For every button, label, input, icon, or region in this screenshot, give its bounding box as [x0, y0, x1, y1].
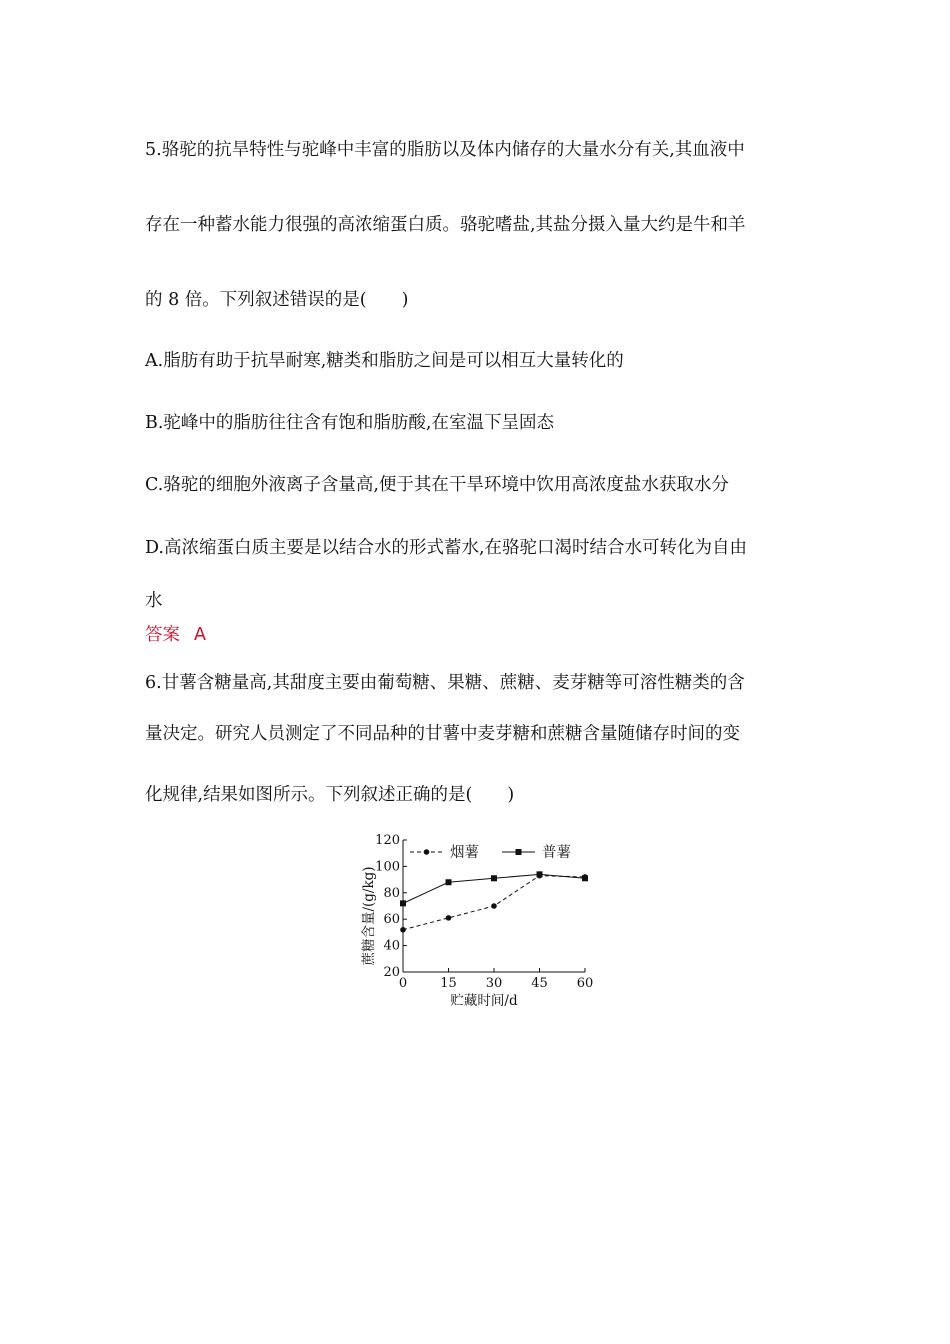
series-1-point — [537, 871, 543, 877]
series-line-0 — [403, 876, 585, 930]
question-5-line-2: 存在一种蓄水能力很强的高浓缩蛋白质。骆驼嗜盐,其盐分摄入量大约是牛和羊 — [145, 215, 746, 235]
x-axis-label: 贮藏时间/d — [450, 993, 518, 1009]
series-1-point — [582, 875, 588, 881]
y-tick-label: 20 — [383, 965, 400, 980]
y-tick-label: 60 — [383, 912, 400, 928]
x-tick-label: 15 — [440, 976, 457, 991]
series-1-point — [400, 900, 406, 906]
series-0-point — [491, 903, 497, 909]
option-d-line-2: 水 — [145, 591, 163, 611]
answer-label: 答案 — [145, 625, 180, 645]
question-6-line-3: 化规律,结果如图所示。下列叙述正确的是( ) — [145, 785, 515, 805]
answer-value: A — [194, 625, 206, 645]
y-tick-label: 120 — [375, 833, 400, 848]
option-b: B.驼峰中的脂肪往往含有饱和脂肪酸,在室温下呈固态 — [145, 413, 554, 433]
question-5-line-1: 5.骆驼的抗旱特性与驼峰中丰富的脂肪以及体内储存的大量水分有关,其血液中 — [145, 140, 745, 160]
option-c: C.骆驼的细胞外液离子含量高,便于其在干旱环境中饮用高浓度盐水获取水分 — [145, 475, 729, 495]
series-1-point — [491, 875, 497, 881]
x-tick-label: 45 — [531, 976, 548, 991]
series-0-point — [400, 927, 406, 933]
y-tick-label: 40 — [383, 938, 400, 954]
sucrose-chart — [350, 826, 610, 1016]
x-tick-label: 30 — [485, 976, 503, 991]
series-0-point — [446, 915, 452, 921]
x-tick-label: 60 — [576, 976, 594, 991]
question-6-line-1: 6.甘薯含糖量高,其甜度主要由葡萄糖、果糖、蔗糖、麦芽糖等可溶性糖类的含 — [145, 673, 745, 693]
y-axis-label: 蔗糖含量/(g/kg) — [361, 866, 377, 966]
series-1-point — [446, 879, 452, 885]
y-tick-label: 80 — [383, 885, 400, 901]
option-d-line-1: D.高浓缩蛋白质主要是以结合水的形式蓄水,在骆驼口渴时结合水可转化为自由 — [145, 538, 748, 558]
y-tick-label: 100 — [375, 859, 400, 875]
legend-marker-0 — [424, 849, 430, 855]
answer — [145, 623, 206, 647]
x-tick-label: 0 — [398, 976, 408, 991]
legend-label-0: 烟薯 — [450, 845, 479, 861]
legend-marker-1 — [516, 849, 522, 855]
question-5-line-3: 的 8 倍。下列叙述错误的是( ) — [145, 290, 409, 310]
option-a: A.脂肪有助于抗旱耐寒,糖类和脂肪之间是可以相互大量转化的 — [145, 351, 624, 371]
question-6-line-2: 量决定。研究人员测定了不同品种的甘薯中麦芽糖和蔗糖含量随储存时间的变 — [145, 724, 740, 744]
legend-label-1: 普薯 — [542, 845, 571, 861]
